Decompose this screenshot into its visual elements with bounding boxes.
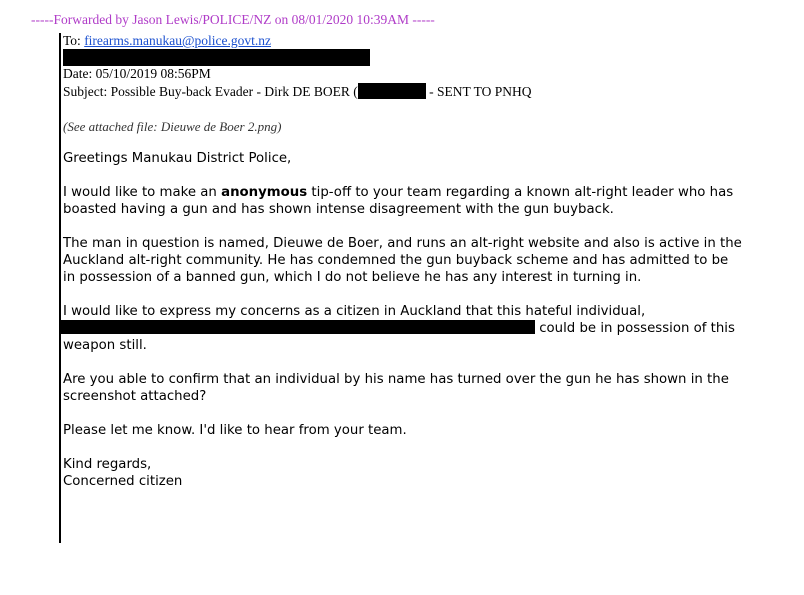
paragraph-request: Please let me know. I'd like to hear from your team. (63, 423, 407, 438)
subject-redaction (358, 83, 426, 99)
redaction-block (63, 49, 370, 66)
attachment-note: (See attached file: Dieuwe de Boer 2.png) (63, 119, 282, 134)
paragraph-subject-description: The man in question is named, Dieuwe de Boer, and runs an alt-right website and also is active in the Auckland alt-right community. He has condemned the gun buyback scheme and has admitted to be in possession of a banned gun, which I do not believe he has any interest in turning in. (63, 236, 742, 285)
quote-bar (59, 33, 61, 543)
to-label: To: (63, 33, 81, 48)
body-redaction (61, 320, 535, 334)
subject-prefix: Subject: Possible Buy-back Evader - Dirk DE BOER ( (63, 84, 358, 99)
greeting: Greetings Manukau District Police, (63, 151, 292, 166)
anonymous-bold: anonymous (221, 185, 308, 200)
date-line: Date: 05/10/2019 08:56PM (63, 66, 211, 81)
p1-text-start: I would like to make an (63, 185, 222, 200)
subject-suffix: - SENT TO PNHQ (429, 84, 532, 99)
p3-line1: I would like to express my concerns as a citizen in Auckland that this hateful individual, (63, 304, 646, 319)
subject-line (63, 83, 531, 100)
paragraph-tip-off (63, 184, 743, 218)
to-address-link[interactable]: firearms.manukau@police.govt.nz (84, 33, 271, 48)
signature: Concerned citizen (63, 474, 183, 489)
email-body (63, 150, 743, 490)
to-line (63, 33, 271, 49)
p1-text-end: tip-off to your team regarding a known alt-right leader who has boasted having a gun and has shown intense disagreement with the gun buyback. (63, 185, 734, 217)
sign-off: Kind regards, (63, 457, 152, 472)
paragraph-concern (63, 303, 743, 354)
p3-after-redaction: could be in possession of this weapon still. (63, 321, 735, 353)
forwarded-by-line: -----Forwarded by Jason Lewis/POLICE/NZ on 08/01/2020 10:39AM ----- (31, 12, 435, 27)
paragraph-question: Are you able to confirm that an individual by his name has turned over the gun he has shown in the screenshot attached? (63, 372, 729, 404)
